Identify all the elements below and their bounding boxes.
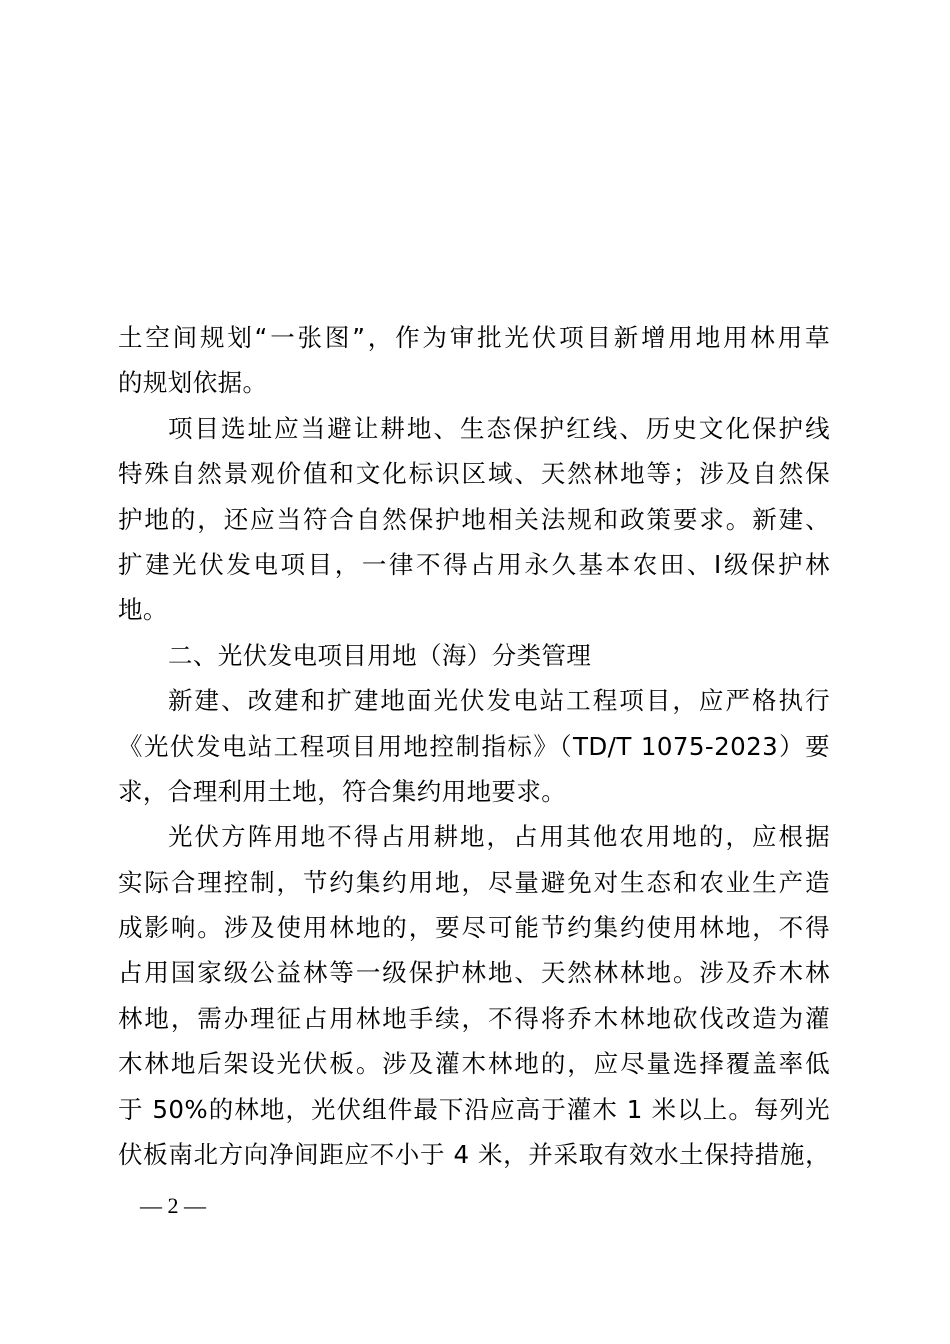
text-line: 于 50%的林地，光伏组件最下沿应高于灌木 1 米以上。每列光: [118, 1094, 830, 1124]
text-line: 护地的，还应当符合自然保护地相关法规和政策要求。新建、: [118, 504, 830, 534]
text-line: 地。: [118, 595, 168, 625]
body-text: [118, 315, 830, 1177]
text-line: 求，合理利用土地，符合集约用地要求。: [118, 776, 567, 806]
text-line: 占用国家级公益林等一级保护林地、天然林林地。涉及乔木林: [118, 958, 830, 988]
paragraph-first-line: 光伏方阵用地不得占用耕地，占用其他农用地的，应根据: [168, 822, 830, 852]
text-line: 林地，需办理征占用林地手续，不得将乔木林地砍伐改造为灌: [118, 1003, 830, 1033]
section-heading: 二、光伏发电项目用地（海）分类管理: [168, 640, 592, 670]
text-line: 扩建光伏发电项目，一律不得占用永久基本农田、Ⅰ级保护林: [118, 549, 830, 579]
page-number: — 2 —: [140, 1193, 206, 1218]
text-line: 土空间规划“一张图”，作为审批光伏项目新增用地用林用草: [118, 323, 830, 352]
text-line: 《光伏发电站工程项目用地控制指标》（TD/T 1075-2023）要: [118, 731, 830, 761]
text-line: 实际合理控制，节约集约用地，尽量避免对生态和农业生产造: [118, 867, 830, 897]
text-line: 木林地后架设光伏板。涉及灌木林地的，应尽量选择覆盖率低: [118, 1049, 830, 1079]
text-line: 的规划依据。: [118, 368, 268, 398]
text-line: 成影响。涉及使用林地的，要尽可能节约集约使用林地，不得: [118, 913, 830, 943]
paragraph-first-line: 新建、改建和扩建地面光伏发电站工程项目，应严格执行: [168, 686, 830, 716]
text-line: 特殊自然景观价值和文化标识区域、天然林地等；涉及自然保: [118, 459, 830, 489]
paragraph-first-line: 项目选址应当避让耕地、生态保护红线、历史文化保护线: [168, 413, 830, 443]
text-line: 伏板南北方向净间距应不小于 4 米，并采取有效水土保持措施，: [118, 1140, 830, 1170]
